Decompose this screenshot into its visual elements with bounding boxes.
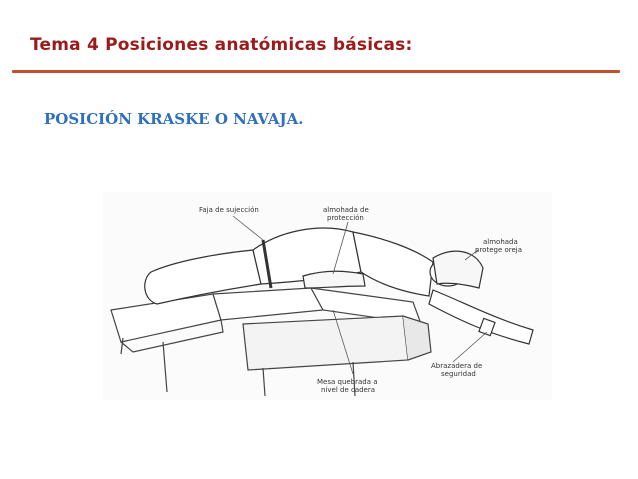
operating-table [111,288,431,396]
label-almohada-proteccion-2: protección [327,214,364,222]
head-pillow [433,251,483,288]
label-mesa-2: nivel de cadera [321,386,376,394]
leader-abrazadera [453,332,487,362]
label-almohada-proteccion-1: almohada de [323,206,369,214]
leader-faja [233,216,263,240]
slide-title: Tema 4 Posiciones anatómicas básicas: [30,35,413,55]
label-almohada-oreja-2: protege oreja [475,246,523,254]
kraske-position-illustration [103,192,552,400]
hip-pillow [303,271,365,288]
label-mesa-1: Mesa quebrada a [317,378,378,386]
label-abrazadera-1: Abrazadera de [431,362,483,370]
table-pedestal [243,316,408,370]
table-leg-1 [163,342,167,392]
patient-arm [429,290,533,344]
illustration-svg [103,192,552,400]
table-center [213,288,323,320]
label-abrazadera-2: seguridad [441,370,476,378]
table-leg-2 [263,368,265,396]
label-faja: Faja de sujección [199,206,259,214]
label-almohada-oreja-1: almohada [483,238,518,246]
title-divider [12,70,620,73]
slide-subtitle: POSICIÓN KRASKE O NAVAJA. [44,110,304,128]
